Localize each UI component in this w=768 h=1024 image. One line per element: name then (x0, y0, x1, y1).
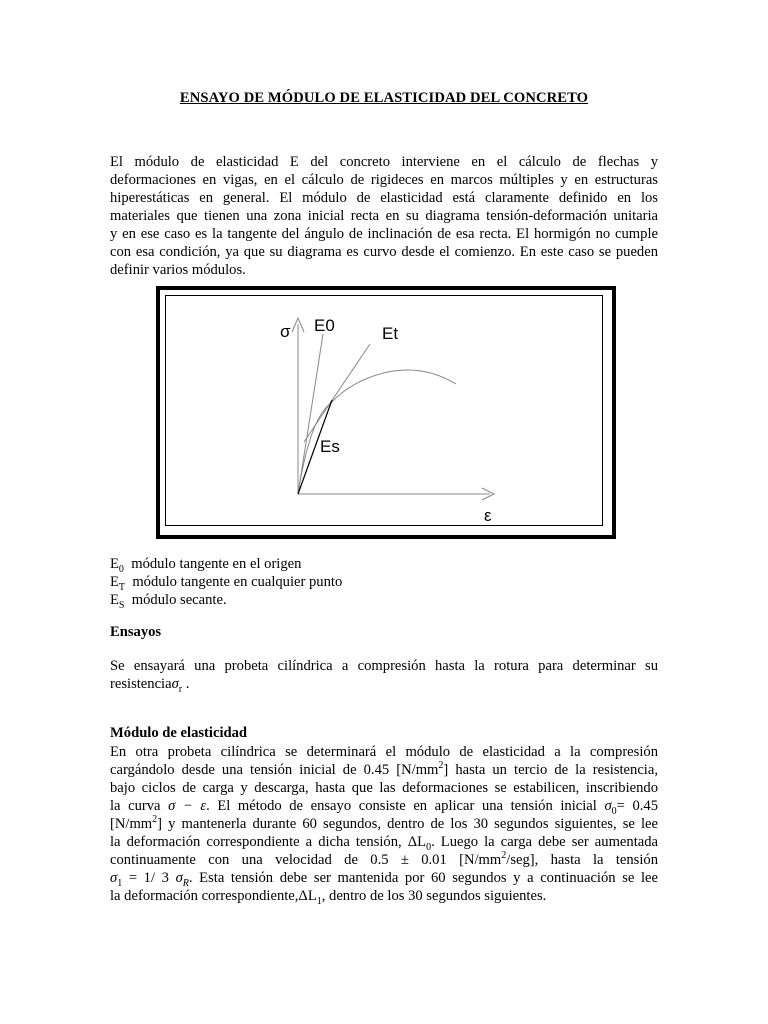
intro-line: con esa condición, ya que su diagrama es curvo desde el comienzo. En este caso se pueden (110, 244, 658, 260)
modulo-line: bajo ciclos de carga y descarga, hasta que las deformaciones se estabilicen, inscribiendo (110, 780, 658, 796)
modulo-line: continuamente con una velocidad de 0.5 ± 0.01 $[N/mm^2/seg]$, hasta la tensión (110, 850, 658, 868)
es-label: Es (320, 437, 340, 456)
ensayos-line: Se ensayará una probeta cilíndrica a compresión hasta la rotura para determinar su (110, 658, 658, 674)
modulo-line: la curva σ − ε. El método de ensayo consiste en aplicar una tensión inicial $\sigma_0= 0.45$ (110, 798, 658, 817)
modulo-line: $[N/mm^2]$ y mantenerla durante 60 segundos, dentro de los 30 segundos siguientes, se lee (110, 814, 658, 832)
intro-line: materiales que tienen una zona inicial recta en su diagrama tensión-deformación unitaria (110, 208, 658, 224)
modulo-paragraph (110, 743, 658, 905)
legend (110, 555, 342, 609)
sigma-label: σ (280, 322, 291, 341)
epsilon-label: ε (484, 506, 492, 525)
stress-strain-curve (298, 370, 456, 494)
stress-strain-figure (156, 286, 616, 539)
page-title: ENSAYO DE MÓDULO DE ELASTICIDAD DEL CONCRETO (179, 90, 589, 106)
intro-line: deformaciones en vigas, en el cálculo de rigideces en marcos múltiples y en estructuras (110, 172, 658, 188)
ensayos-heading: Ensayos (110, 624, 162, 640)
intro-line: hiperestáticas en general. El módulo de elasticidad está claramente definido en los (110, 190, 658, 206)
et-label: Et (382, 324, 399, 343)
legend-item: $E_0$ módulo tangente en el origen (110, 556, 302, 575)
e0-label: E0 (314, 316, 335, 335)
modulo-line: cargándolo desde una tensión inicial de 0.45 $[N/mm^2]$ hasta un tercio de la resistencia, (110, 760, 658, 778)
modulo-line: la deformación $correspondiente,\Delta L_1$, dentro de los 30 segundos siguientes. (110, 888, 547, 907)
modulo-line: $\sigma_1 = 1/$ 3 $\sigma_R$. Esta tensión debe ser mantenida por 60 segundos y a continuación se lee (110, 870, 658, 889)
intro-line: definir varios módulos. (110, 262, 246, 278)
legend-item: $E_S$ módulo secante. (110, 592, 227, 611)
ensayos-paragraph (110, 657, 658, 693)
ensayos-line: resistenciaσ$_r$ . (110, 676, 190, 695)
modulo-line: la deformación correspondiente a dicha tensión, $\Delta L_0$. Luego la carga debe ser aumentada (110, 834, 658, 853)
initial-tangent-line (298, 334, 323, 494)
intro-line: y en ese caso es la tangente del ángulo de inclinación de esa recta. El hormigón no cumple (110, 226, 658, 242)
modulo-line: En otra probeta cilíndrica se determinará el módulo de elasticidad a la compresión (110, 744, 658, 760)
intro-paragraph (110, 153, 658, 279)
modulo-heading: Módulo de elasticidad (110, 725, 248, 741)
intro-line: El módulo de elasticidad E del concreto interviene en el cálculo de flechas y (110, 154, 658, 170)
legend-item: $E_T$ módulo tangente en cualquier punto (110, 574, 343, 593)
